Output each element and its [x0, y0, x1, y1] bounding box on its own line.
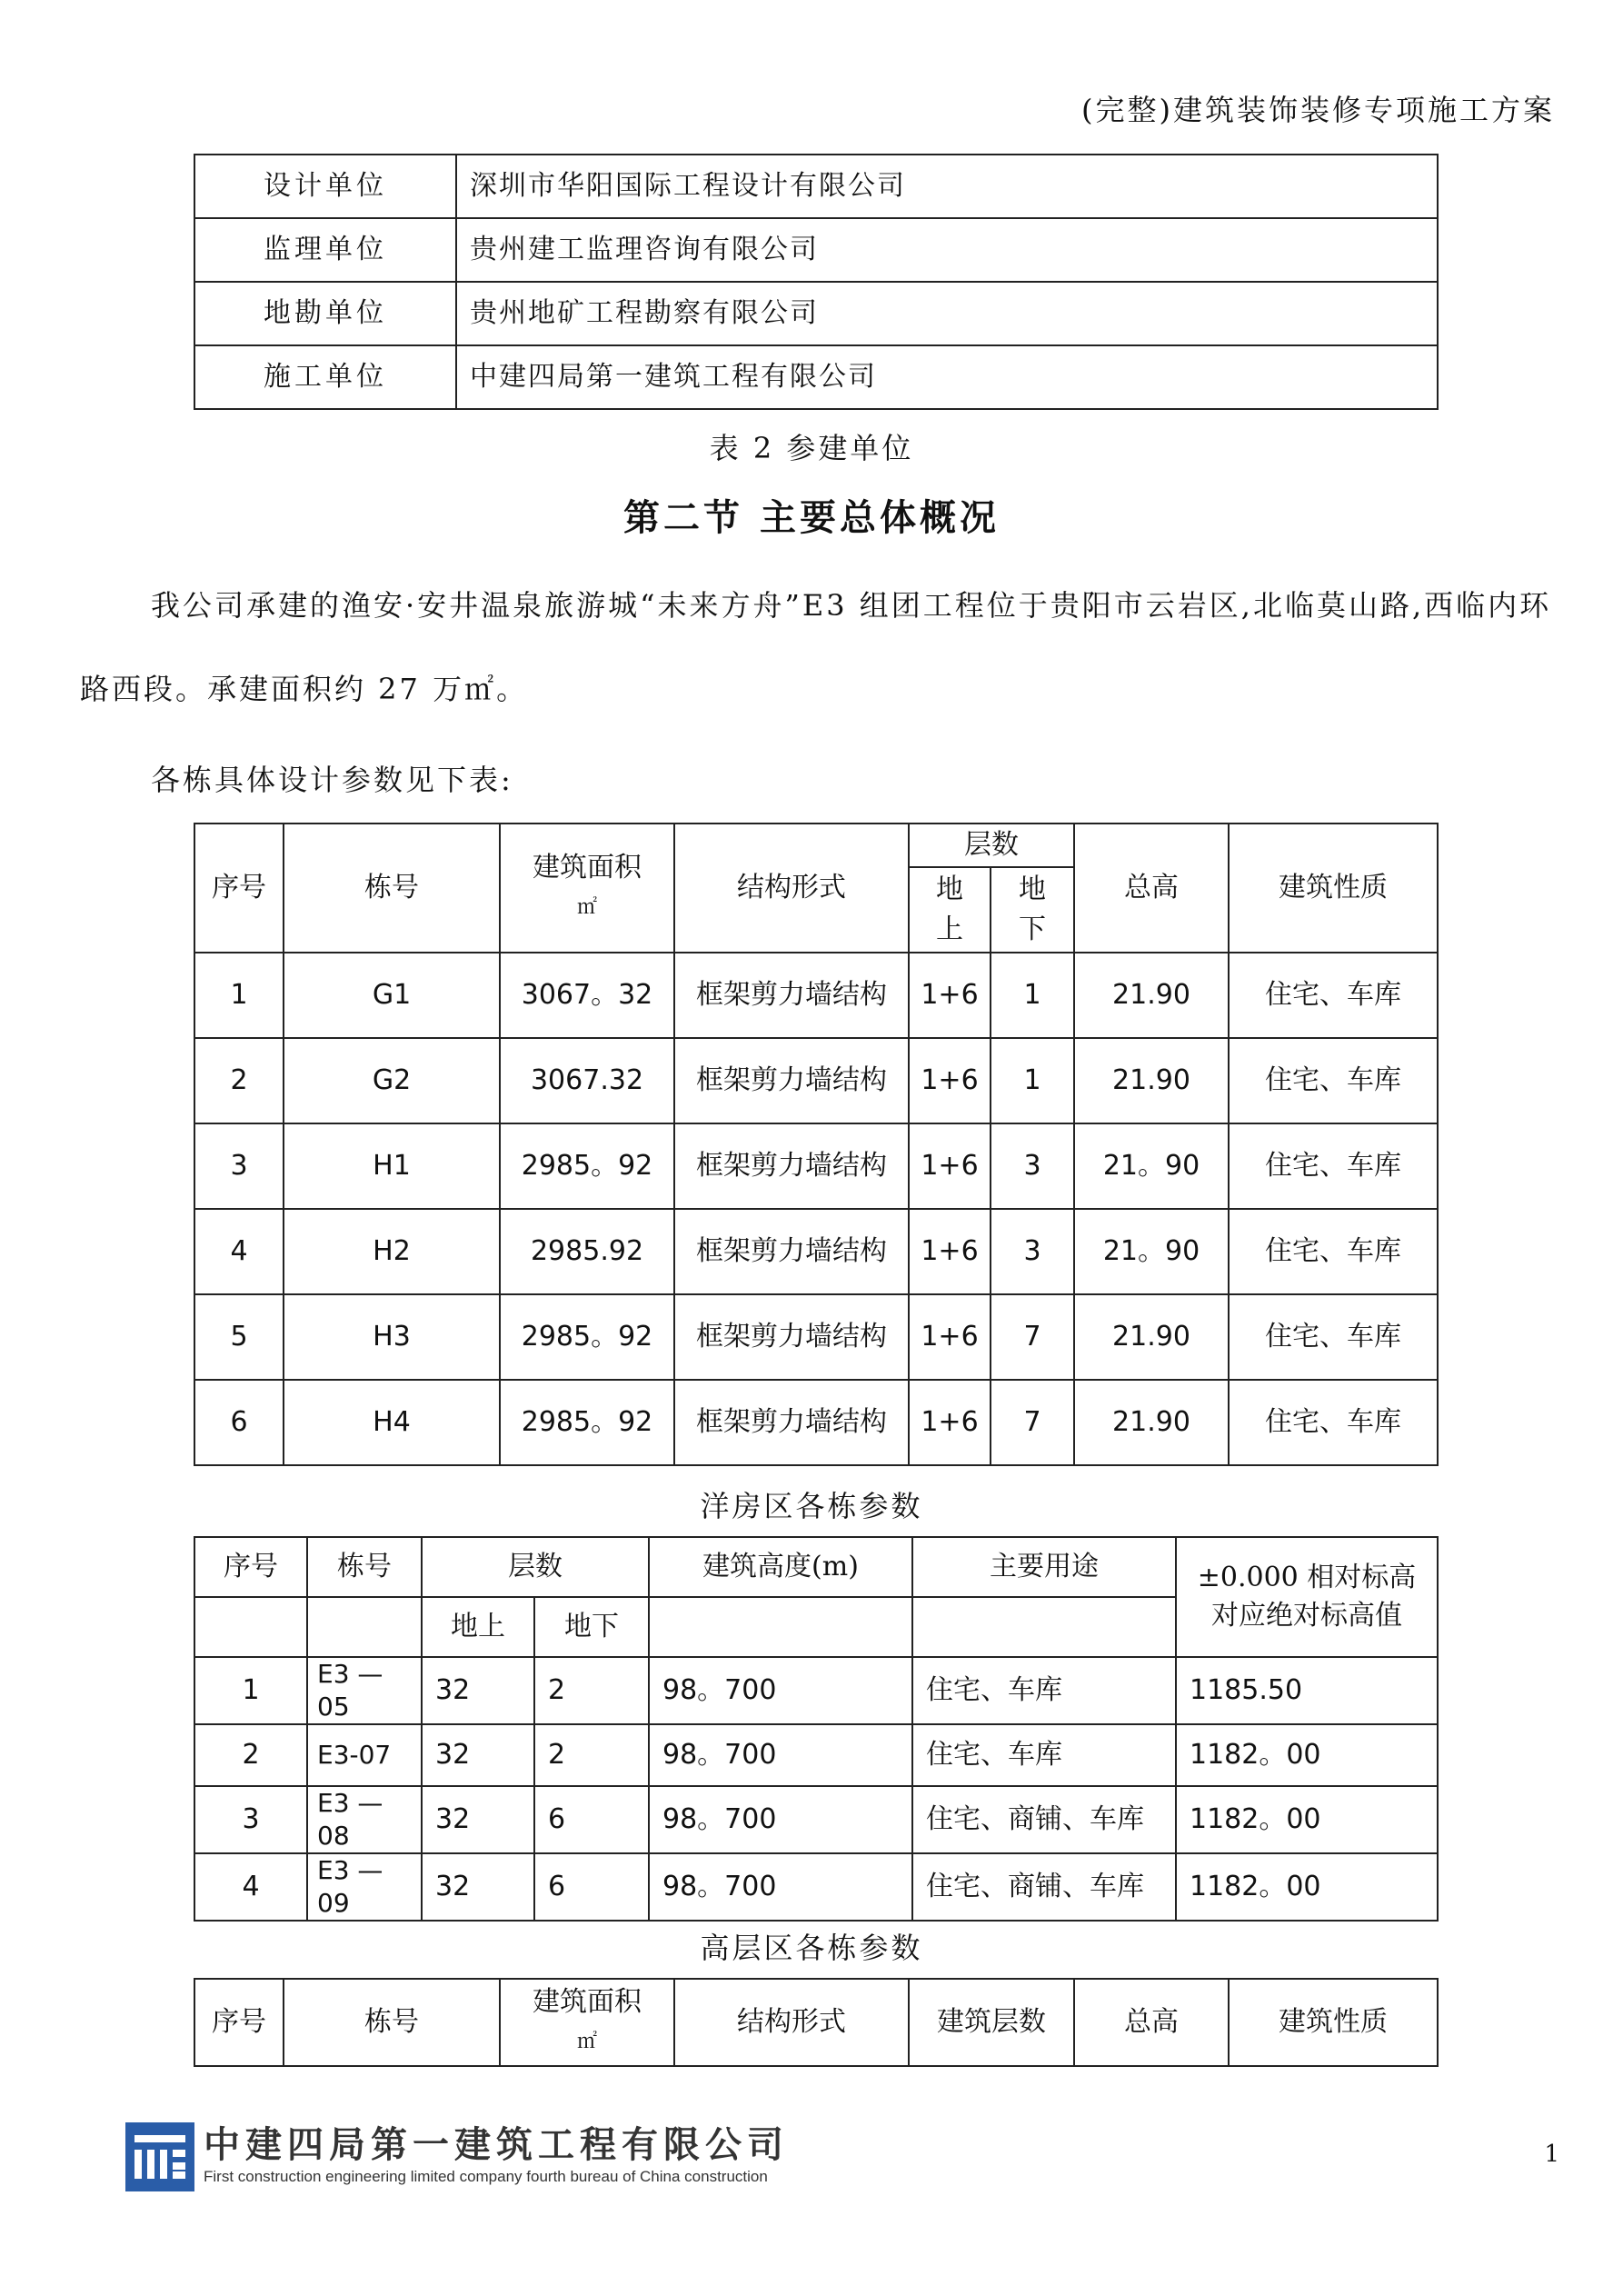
cell-nature: 住宅、车库	[1229, 1209, 1438, 1294]
cell-building: H4	[284, 1380, 500, 1465]
cell-below: 2	[534, 1657, 649, 1724]
header-use: 主要用途	[912, 1537, 1176, 1597]
document-header-title: (完整)建筑装饰装修专项施工方案	[1081, 93, 1555, 127]
cell-below: 7	[991, 1294, 1074, 1380]
cell-elevation: 1185.50	[1176, 1657, 1438, 1724]
unit-label: 设计单位	[194, 155, 456, 218]
header-seq: 序号	[194, 1537, 307, 1597]
cell-seq: 2	[194, 1724, 307, 1786]
cell-structure: 框架剪力墙结构	[674, 1294, 909, 1380]
header-empty	[194, 1597, 307, 1657]
cell-height: 98。700	[649, 1853, 912, 1921]
cell-height: 21.90	[1074, 1294, 1229, 1380]
header-floors: 层数	[422, 1537, 649, 1597]
cell-height: 21.90	[1074, 1380, 1229, 1465]
cell-above: 1+6	[909, 953, 991, 1038]
cell-below: 3	[991, 1209, 1074, 1294]
table-row	[194, 1294, 1438, 1380]
header-area-label: 建筑面积	[533, 1986, 642, 2018]
cell-building: E3 —09	[307, 1853, 422, 1921]
cell-use: 住宅、车库	[912, 1724, 1176, 1786]
cell-height: 21。90	[1074, 1209, 1229, 1294]
header-nature: 建筑性质	[1229, 824, 1438, 953]
header-height: 总高	[1074, 824, 1229, 953]
cell-above: 1+6	[909, 1209, 991, 1294]
cell-seq: 3	[194, 1786, 307, 1853]
table-row	[194, 1209, 1438, 1294]
table-row	[194, 1786, 1438, 1853]
cell-building: H1	[284, 1123, 500, 1209]
section-title: 第二节 主要总体概况	[623, 497, 1000, 539]
cell-structure: 框架剪力墙结构	[674, 1380, 909, 1465]
cell-structure: 框架剪力墙结构	[674, 1038, 909, 1123]
header-above: 地上	[909, 867, 991, 953]
page-number: 1	[1544, 2141, 1559, 2168]
header-below: 地下	[534, 1597, 649, 1657]
cell-area: 2985。92	[500, 1123, 674, 1209]
unit-label: 地勘单位	[194, 282, 456, 345]
units-table-caption: 表 2 参建单位	[709, 431, 914, 465]
table-row	[194, 1123, 1438, 1209]
header-above: 地上	[422, 1597, 534, 1657]
table-row	[194, 953, 1438, 1038]
company-name-en: First construction engineering limited company fourth bureau of China construction	[204, 2168, 768, 2185]
cell-below: 3	[991, 1123, 1074, 1209]
cell-below: 6	[534, 1786, 649, 1853]
cell-below: 1	[991, 1038, 1074, 1123]
cell-building: H2	[284, 1209, 500, 1294]
parameters-intro-paragraph: 各栋具体设计参数见下表:	[151, 763, 513, 797]
header-empty	[307, 1597, 422, 1657]
unit-name: 中建四局第一建筑工程有限公司	[456, 345, 1438, 409]
cell-above: 32	[422, 1786, 534, 1853]
overview-paragraph: 我公司承建的渔安·安井温泉旅游城“未来方舟”E3 组团工程位于贵阳市云岩区,北临莫山路,西临内环路西段。承建面积约 27 万㎡。	[80, 588, 1552, 706]
table-header-row	[194, 1537, 1438, 1597]
participating-units-table	[194, 154, 1439, 410]
cell-building: G1	[284, 953, 500, 1038]
cell-height: 21。90	[1074, 1123, 1229, 1209]
cell-below: 7	[991, 1380, 1074, 1465]
header-area	[500, 1979, 674, 2066]
header-seq: 序号	[194, 1979, 284, 2066]
cell-seq: 1	[194, 1657, 307, 1724]
header-area-unit: ㎡	[576, 896, 597, 919]
header-building: 栋号	[284, 824, 500, 953]
third-parameters-table	[194, 1978, 1439, 2067]
cell-nature: 住宅、车库	[1229, 1038, 1438, 1123]
table-header-row	[194, 1979, 1438, 2066]
cell-structure: 框架剪力墙结构	[674, 1209, 909, 1294]
cell-seq: 2	[194, 1038, 284, 1123]
cell-nature: 住宅、车库	[1229, 1294, 1438, 1380]
header-seq: 序号	[194, 824, 284, 953]
header-building: 栋号	[307, 1537, 422, 1597]
table-row	[194, 155, 1438, 218]
cell-area: 2985.92	[500, 1209, 674, 1294]
company-logo	[125, 2122, 816, 2191]
table-header-row	[194, 824, 1438, 867]
villa-table-caption: 洋房区各栋参数	[700, 1489, 923, 1523]
cscec-logo-icon	[125, 2122, 194, 2191]
cell-structure: 框架剪力墙结构	[674, 953, 909, 1038]
header-area	[500, 824, 674, 953]
cell-nature: 住宅、车库	[1229, 953, 1438, 1038]
cell-height: 21.90	[1074, 953, 1229, 1038]
cell-below: 1	[991, 953, 1074, 1038]
table-row	[194, 1657, 1438, 1724]
cell-elevation: 1182。00	[1176, 1853, 1438, 1921]
cell-height: 21.90	[1074, 1038, 1229, 1123]
cell-above: 32	[422, 1724, 534, 1786]
unit-name: 贵州建工监理咨询有限公司	[456, 218, 1438, 282]
cell-building: H3	[284, 1294, 500, 1380]
header-below: 地下	[991, 867, 1074, 953]
header-structure: 结构形式	[674, 824, 909, 953]
table-row	[194, 1038, 1438, 1123]
table-row	[194, 345, 1438, 409]
cell-area: 2985。92	[500, 1294, 674, 1380]
cell-above: 1+6	[909, 1294, 991, 1380]
cell-height: 98。700	[649, 1724, 912, 1786]
cell-building: E3-07	[307, 1724, 422, 1786]
unit-name: 贵州地矿工程勘察有限公司	[456, 282, 1438, 345]
header-empty	[649, 1597, 912, 1657]
cell-use: 住宅、商铺、车库	[912, 1786, 1176, 1853]
table-row	[194, 282, 1438, 345]
cell-above: 1+6	[909, 1380, 991, 1465]
villa-parameters-table	[194, 823, 1439, 1466]
table-row	[194, 1724, 1438, 1786]
header-floors: 建筑层数	[909, 1979, 1074, 2066]
cell-above: 32	[422, 1853, 534, 1921]
header-height: 建筑高度(m)	[649, 1537, 912, 1597]
unit-name: 深圳市华阳国际工程设计有限公司	[456, 155, 1438, 218]
cell-seq: 5	[194, 1294, 284, 1380]
table-row	[194, 1853, 1438, 1921]
cell-height: 98。700	[649, 1786, 912, 1853]
cell-seq: 3	[194, 1123, 284, 1209]
cell-use: 住宅、商铺、车库	[912, 1853, 1176, 1921]
header-floors: 层数	[909, 824, 1074, 867]
cell-seq: 6	[194, 1380, 284, 1465]
table-row	[194, 218, 1438, 282]
header-nature: 建筑性质	[1229, 1979, 1438, 2066]
header-height: 总高	[1074, 1979, 1229, 2066]
cell-building: G2	[284, 1038, 500, 1123]
cell-above: 1+6	[909, 1123, 991, 1209]
cell-area: 3067.32	[500, 1038, 674, 1123]
header-building: 栋号	[284, 1979, 500, 2066]
cell-building: E3 —08	[307, 1786, 422, 1853]
header-area-unit: ㎡	[576, 2031, 597, 2053]
highrise-parameters-table	[194, 1536, 1439, 1922]
cell-elevation: 1182。00	[1176, 1724, 1438, 1786]
header-structure: 结构形式	[674, 1979, 909, 2066]
highrise-table-caption: 高层区各栋参数	[700, 1931, 923, 1965]
cell-area: 2985。92	[500, 1380, 674, 1465]
header-empty	[912, 1597, 1176, 1657]
cell-seq: 1	[194, 953, 284, 1038]
cell-below: 6	[534, 1853, 649, 1921]
cell-seq: 4	[194, 1209, 284, 1294]
cell-elevation: 1182。00	[1176, 1786, 1438, 1853]
cell-seq: 4	[194, 1853, 307, 1921]
cell-use: 住宅、车库	[912, 1657, 1176, 1724]
cell-above: 32	[422, 1657, 534, 1724]
cell-structure: 框架剪力墙结构	[674, 1123, 909, 1209]
unit-label: 监理单位	[194, 218, 456, 282]
header-elevation: ±0.000 相对标高对应绝对标高值	[1176, 1537, 1438, 1657]
table-row	[194, 1380, 1438, 1465]
cell-above: 1+6	[909, 1038, 991, 1123]
cell-area: 3067。32	[500, 953, 674, 1038]
cell-below: 2	[534, 1724, 649, 1786]
cell-nature: 住宅、车库	[1229, 1380, 1438, 1465]
cell-building: E3 —05	[307, 1657, 422, 1724]
cell-nature: 住宅、车库	[1229, 1123, 1438, 1209]
cell-height: 98。700	[649, 1657, 912, 1724]
company-name-cn: 中建四局第一建筑工程有限公司	[204, 2124, 789, 2166]
unit-label: 施工单位	[194, 345, 456, 409]
header-area-label: 建筑面积	[533, 852, 642, 883]
